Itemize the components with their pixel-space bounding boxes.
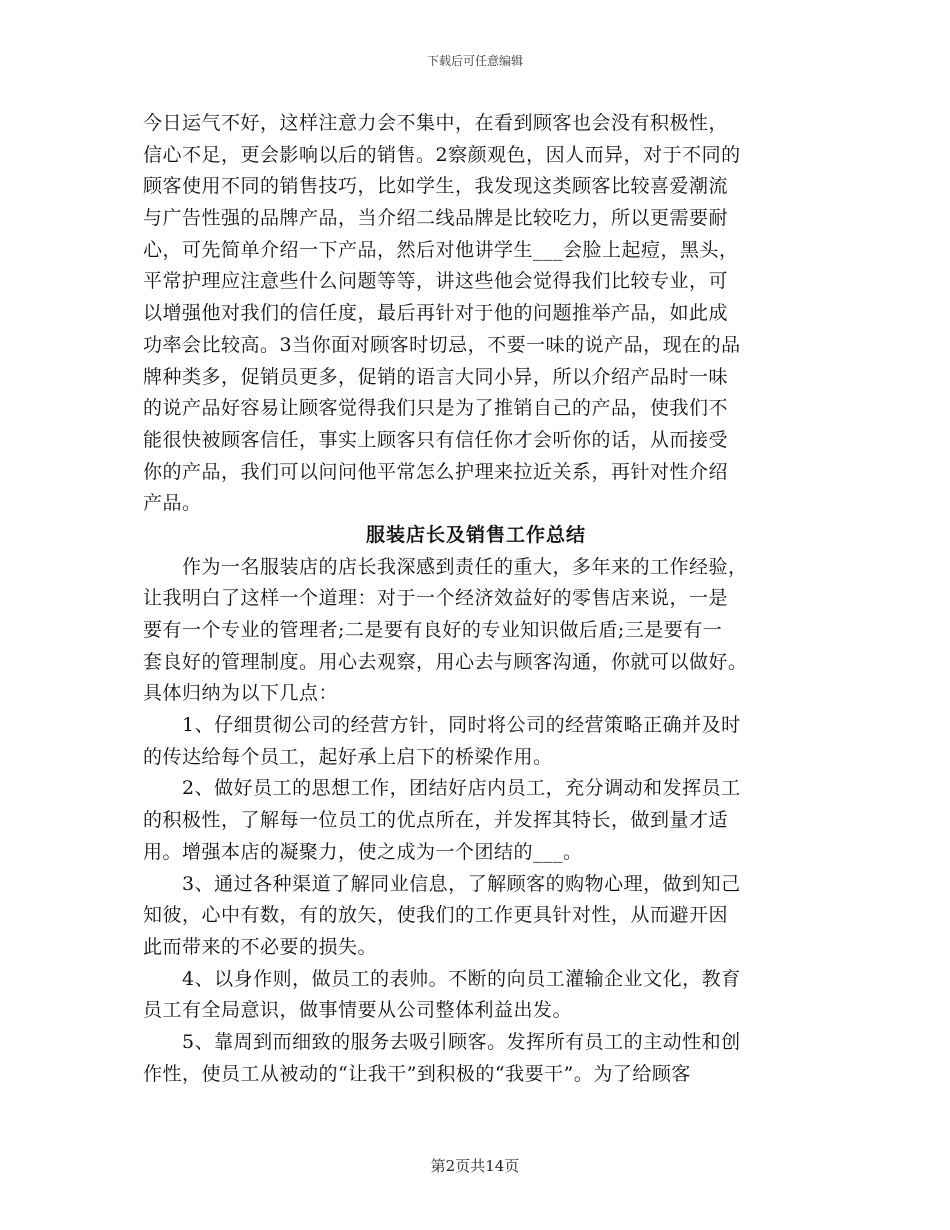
text-line: 用。增强本店的凝聚力，使之成为一个团结的___。 — [143, 840, 583, 863]
text-line: 1、仔细贯彻公司的经营方针，同时将公司的经营策略正确并及时 — [143, 714, 741, 737]
text-line: 具体归纳为以下几点： — [143, 682, 339, 705]
text-line: 4、以身作则，做员工的表帅。不断的向员工灌输企业文化，教育 — [143, 967, 741, 990]
text-line: 5、靠周到而细致的服务去吸引顾客。发挥所有员工的主动性和创 — [143, 1030, 741, 1053]
text-line: 今日运气不好，这样注意力会不集中，在看到顾客也会没有积极性， — [143, 112, 729, 134]
text-line: 的传达给每个员工，起好承上启下的桥梁作用。 — [143, 745, 553, 768]
text-line: 与广告性强的品牌产品，当介绍二线品牌是比较吃力，所以更需要耐 — [143, 207, 729, 230]
page-header-note: 下载后可任意编辑 — [426, 54, 523, 68]
text-line: 作为一名服装店的店长我深感到责任的重大，多年来的工作经验， — [143, 555, 748, 578]
text-line: 的说产品好容易让顾客觉得我们只是为了推销自己的产品，使我们不 — [143, 397, 729, 420]
text-line: 你的产品，我们可以问问他平常怎么护理来拉近关系，再针对性介绍 — [143, 460, 729, 483]
text-line: 的积极性，了解每一位员工的优点所在，并发挥其特长，做到量才适 — [143, 809, 729, 832]
document-body — [143, 108, 809, 1090]
text-line: 能很快被顾客信任，事实上顾客只有信任你才会听你的话，从而接受 — [143, 428, 729, 451]
text-line: 作性，使员工从被动的“让我干”到积极的“我要干”。为了给顾客 — [143, 1062, 691, 1085]
text-line: 2、做好员工的思想工作，团结好店内员工，充分调动和发挥员工 — [143, 777, 741, 800]
text-line: 牌种类多，促销员更多，促销的语言大同小异，所以介绍产品时一味 — [143, 365, 729, 388]
text-line: 平常护理应注意些什么问题等等，讲这些他会觉得我们比较专业，可 — [143, 270, 729, 293]
text-line: 此而带来的不必要的损失。 — [143, 935, 378, 958]
section2-body — [143, 552, 809, 1091]
text-line: 员工有全局意识，做事情要从公司整体利益出发。 — [143, 999, 573, 1022]
text-line: 要有一个专业的管理者;二是要有良好的专业知识做后盾;三是要有一 — [143, 619, 723, 641]
text-line: 知彼，心中有数，有的放矢，使我们的工作更具针对性，从而避开因 — [143, 904, 729, 927]
section1-paragraph — [143, 108, 809, 520]
text-line: 套良好的管理制度。用心去观察，用心去与顾客沟通，你就可以做好。 — [143, 650, 748, 673]
section-title: 服装店长及销售工作总结 — [365, 523, 586, 546]
text-line: 心，可先简单介绍一下产品，然后对他讲学生___会脸上起痘，黑头， — [143, 238, 739, 261]
text-line: 功率会比较高。3当你面对顾客时切忌，不要一味的说产品，现在的品 — [143, 333, 741, 356]
page-number: 第2页共14页 — [430, 1157, 520, 1175]
text-line: 产品。 — [143, 492, 202, 515]
text-line: 3、通过各种渠道了解同业信息，了解顾客的购物心理，做到知己 — [143, 872, 741, 895]
text-line: 让我明白了这样一个道理：对于一个经济效益好的零售店来说，一是 — [143, 587, 729, 610]
text-line: 顾客使用不同的销售技巧，比如学生，我发现这类顾客比较喜爱潮流 — [143, 175, 729, 198]
text-line: 以增强他对我们的信任度，最后再针对于他的问题推举产品，如此成 — [143, 302, 729, 325]
text-line: 信心不足，更会影响以后的销售。2察颜观色，因人而异，对于不同的 — [143, 143, 741, 166]
